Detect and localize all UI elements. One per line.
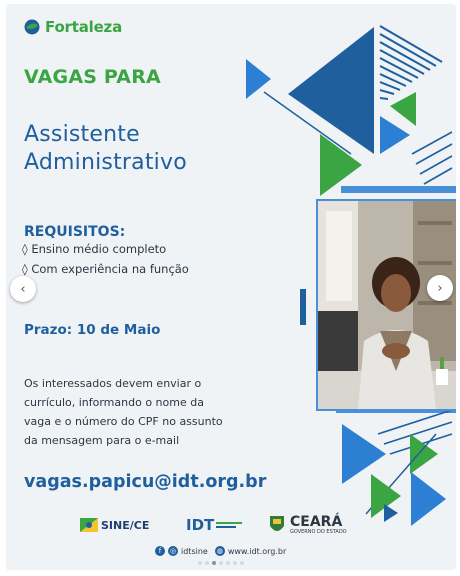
job-ad-card: [6, 4, 456, 570]
chevron-left-icon: ‹: [20, 281, 26, 297]
carousel-dot[interactable]: [226, 561, 230, 565]
idt-logo-text: IDT: [186, 516, 215, 534]
deadline: Prazo: 10 de Maio: [24, 322, 161, 338]
brand-name: Fortaleza: [45, 18, 123, 36]
carousel-prev-button[interactable]: [10, 276, 36, 302]
carousel-next-button[interactable]: [427, 275, 453, 301]
sine-logo: [80, 518, 149, 532]
application-instructions: Os interessados devem enviar o currículo, informando o nome da vaga e o número do CPF no assunto da mensagem para o e-mail: [24, 377, 223, 447]
carousel-dot[interactable]: [240, 561, 244, 565]
ceara-coat-of-arms-icon: [268, 514, 286, 536]
accent-bar: [300, 289, 306, 325]
carousel-dot[interactable]: [233, 561, 237, 565]
carousel-indicator: [198, 561, 244, 565]
requirement-item: ◊ Ensino médio completo: [22, 242, 167, 256]
idt-logo-mark-icon: [214, 518, 244, 532]
instagram-icon[interactable]: ◎: [169, 547, 177, 555]
requirement-item: ◊ Com experiência na função: [22, 262, 189, 276]
carousel-dot[interactable]: [219, 561, 223, 565]
sine-flag-icon: [80, 518, 98, 532]
brand-header: [24, 18, 122, 36]
social-handle: idtsine: [181, 546, 208, 556]
carousel-dot[interactable]: [198, 561, 202, 565]
carousel-dot[interactable]: [212, 561, 216, 565]
candidate-photo: [316, 199, 456, 411]
chevron-right-icon: ›: [437, 280, 443, 296]
ceara-logo: [268, 514, 347, 536]
job-title-line-2: Administrativo: [24, 150, 187, 175]
fortaleza-logo-icon: [24, 19, 40, 35]
sine-logo-text: SINE/CE: [101, 518, 150, 532]
contact-email: vagas.papicu@idt.org.br: [24, 472, 267, 492]
website-link[interactable]: www.idt.org.br: [227, 546, 287, 556]
carousel-dot[interactable]: [205, 561, 209, 565]
social-links: [155, 546, 290, 556]
requirements-title: REQUISITOS:: [24, 224, 126, 240]
partner-logos: [6, 512, 456, 544]
ceara-subtitle: GOVERNO DO ESTADO: [290, 529, 347, 535]
facebook-icon[interactable]: f: [155, 546, 165, 556]
ceara-logo-text: CEARÁ: [290, 514, 343, 530]
idt-logo: [186, 516, 244, 534]
job-title-line-1: Assistente: [24, 122, 140, 147]
headline: VAGAS PARA: [24, 66, 161, 88]
globe-icon: ◍: [216, 547, 223, 555]
